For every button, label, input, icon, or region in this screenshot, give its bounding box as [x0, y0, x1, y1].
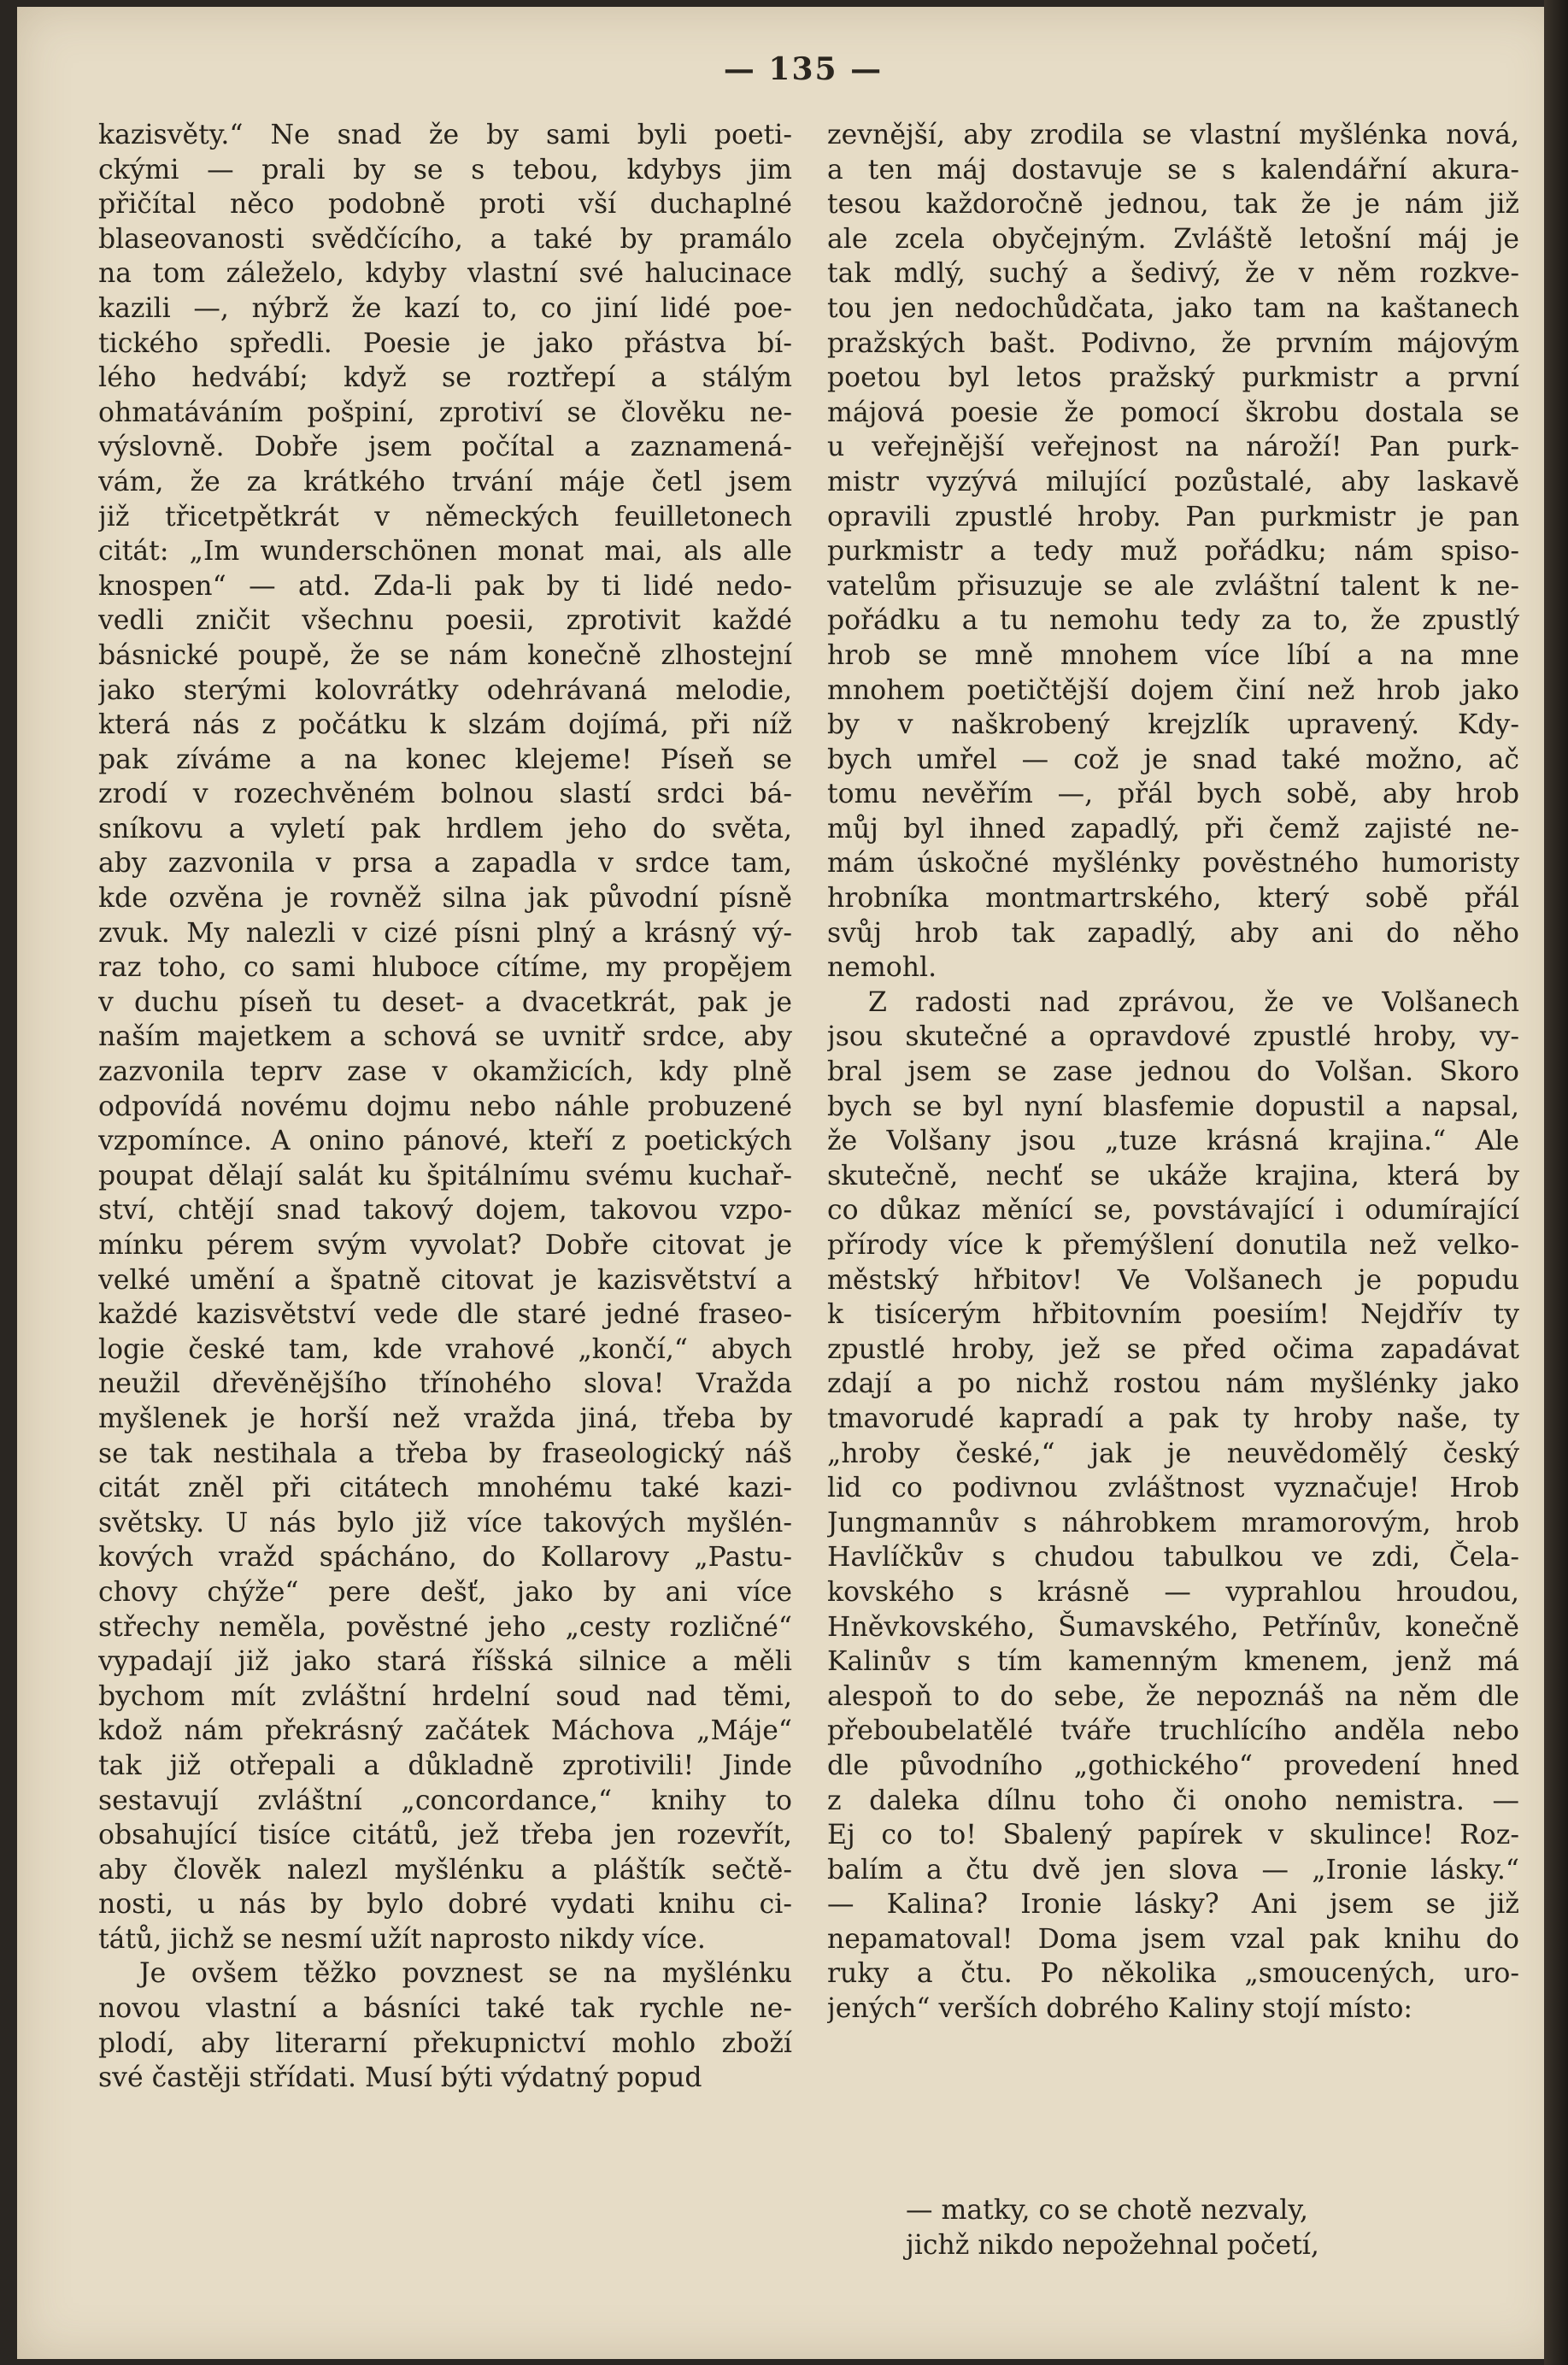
text-line: pak zíváme a na konec klejeme! Píseň se	[98, 744, 792, 775]
text-line: citát: „Im wunderschönen monat mai, als alle	[98, 536, 792, 568]
text-line: Hněvkovského, Šumavského, Petřínův, konečně	[827, 1611, 1519, 1643]
text-line: vzpomínce. A onino pánové, kteří z poetických	[98, 1126, 792, 1157]
text-line: městský hřbitov! Ve Volšanech je popudu	[827, 1264, 1519, 1296]
text-line: kovského s krásně — vyprahlou hroudou,	[827, 1576, 1519, 1608]
text-line: aby zazvonila v prsa a zapadla v srdce tam,	[98, 848, 792, 880]
text-line: že Volšany jsou „tuze krásná krajina.“ Ale	[827, 1126, 1519, 1157]
book-page	[17, 7, 1562, 2359]
text-line: skutečně, nechť se ukáže krajina, která by	[827, 1160, 1519, 1191]
text-line: a ten máj dostavuje se s kalendářní akura-	[827, 154, 1519, 185]
text-line: zpustlé hroby, jež se před očima zapadávat	[827, 1333, 1519, 1365]
text-line: citát zněl při citátech mnohému také kazi-	[98, 1473, 792, 1504]
text-line: lého hedvábí; když se roztřepí a stálým	[98, 362, 792, 394]
text-line: logie české tam, kde vrahové „končí,“ abych	[98, 1333, 792, 1365]
text-line: z daleka dílnu toho či onoho nemistra. —	[827, 1785, 1519, 1816]
text-line: která nás z počátku k slzám dojímá, při níž	[98, 709, 792, 741]
verse-quotation	[906, 2193, 1319, 2262]
text-line: světsky. U nás bylo již více takových myšlén-	[98, 1507, 792, 1538]
text-line: každé kazisvětství vede dle staré jedné fraseo-	[98, 1299, 792, 1331]
text-line: zazvonila teprv zase v okamžicích, kdy plně	[98, 1056, 792, 1088]
left-text-column	[98, 118, 792, 2096]
text-line: jako sterými kolovrátky odehrávaná melodie,	[98, 674, 792, 706]
text-line: purkmistr a tedy muž pořádku; nám spiso-	[827, 536, 1519, 568]
text-line: nemohl.	[827, 952, 937, 984]
text-line: májová poesie že pomocí škrobu dostala se	[827, 397, 1519, 428]
text-line: co důkaz měnící se, povstávající i odumírající	[827, 1195, 1519, 1227]
text-line: kazili —, nýbrž že kazí to, co jiní lidé poe-	[98, 292, 792, 324]
text-line: přičítal něco podobně proti vší duchaplné	[98, 189, 792, 221]
text-line: blaseovanosti svědčícího, a také by pramálo	[98, 223, 792, 255]
text-line: ckými — prali by se s tebou, kdybys jim	[98, 154, 792, 185]
text-line: chovy chýže“ pere dešť, jako by ani více	[98, 1576, 792, 1608]
text-line: jených“ verších dobrého Kaliny stojí místo:	[827, 1993, 1413, 2025]
text-line: odpovídá novému dojmu nebo náhle probuzené	[98, 1091, 792, 1122]
text-line: sníkovu a vyletí pak hrdlem jeho do světa,	[98, 813, 792, 844]
text-line: střechy neměla, pověstné jeho „cesty rozličné“	[98, 1611, 792, 1643]
text-line: kazisvěty.“ Ne snad že by sami byli poeti-	[98, 120, 792, 150]
text-line: hrob se mně mnohem více líbí a na mne	[827, 639, 1519, 671]
text-line: sestavují zvláštní „concordance,“ knihy to	[98, 1785, 792, 1816]
text-line: zdají a po nichž rostou nám myšlénky jako	[827, 1368, 1519, 1400]
text-line: ruky a čtu. Po několika „smoucených, uro-	[827, 1958, 1519, 1990]
text-line: výslovně. Dobře jsem počítal a zaznamená-	[98, 432, 792, 463]
text-line: vatelům přisuzuje se ale zvláštní talent k ne-	[827, 570, 1519, 602]
text-line: na tom záleželo, kdyby vlastní své halucinace	[98, 258, 792, 290]
text-line: mínku pérem svým vyvolat? Dobře citovat je	[98, 1230, 792, 1261]
text-line: aby člověk nalezl myšlénku a pláštík sečtě-	[98, 1854, 792, 1886]
text-line: knospen“ — atd. Zda-li pak by ti lidé nedo-	[98, 570, 792, 602]
text-line: vám, že za krátkého trvání máje četl jsem	[98, 466, 792, 497]
text-line: se tak nestihala a třeba by fraseologický náš	[98, 1438, 792, 1469]
text-line: pražských bašt. Podivno, že prvním májovým	[827, 327, 1519, 359]
text-line: dle původního „gothického“ provedení hned	[827, 1750, 1519, 1781]
text-line: tomu nevěřím —, přál bych sobě, aby hrob	[827, 779, 1519, 810]
text-line: bral jsem se zase jednou do Volšan. Skoro	[827, 1056, 1519, 1088]
text-line: bych se byl nyní blasfemie dopustil a napsal,	[827, 1091, 1519, 1122]
text-line: můj byl ihned zapadlý, při čemž zajisté ne-	[827, 813, 1519, 844]
text-line: „hroby české,“ jak je neuvědomělý český	[827, 1438, 1519, 1469]
text-line: již třicetpětkrát v německých feuilletonech	[98, 501, 792, 532]
text-line: Havlíčkův s chudou tabulkou ve zdi, Čela-	[827, 1542, 1519, 1574]
text-line: opravili zpustlé hroby. Pan purkmistr je pan	[827, 501, 1519, 532]
text-line: hrobníka montmartrského, který sobě přál	[827, 883, 1519, 915]
text-line: poetou byl letos pražský purkmistr a první	[827, 362, 1519, 394]
verse-line: — matky, co se chotě nezvaly,	[906, 2195, 1308, 2226]
text-line: mnohem poetičtější dojem činí než hrob jako	[827, 674, 1519, 706]
text-line: tmavorudé kapradí a pak ty hroby naše, ty	[827, 1403, 1519, 1434]
text-line: mistr vyzývá milující pozůstalé, aby laskavě	[827, 466, 1519, 497]
text-line: kdož nám překrásný začátek Máchova „Máje“	[98, 1715, 792, 1747]
text-line: plodí, aby literarní překupnictví mohlo zboží	[98, 2027, 792, 2059]
text-line: zevnější, aby zrodila se vlastní myšlénka nová,	[827, 120, 1519, 150]
text-line: Je ovšem těžko povznest se na myšlénku	[139, 1958, 792, 1990]
text-line: přírody více k přemýšlení donutila než velko-	[827, 1230, 1519, 1261]
text-line: ství, chtějí snad takový dojem, takovou vzpo-	[98, 1195, 792, 1227]
text-line: kde ozvěna je rovněž silna jak původní písně	[98, 883, 792, 915]
text-line: myšlenek je horší než vražda jiná, třeba by	[98, 1403, 792, 1434]
text-line: lid co podivnou zvláštnost vyznačuje! Hrob	[827, 1473, 1519, 1504]
text-line: Z radosti nad zprávou, že ve Volšanech	[868, 986, 1519, 1018]
text-line: přeboubelatělé tváře truchlícího anděla nebo	[827, 1715, 1519, 1747]
text-line: tou jen nedochůdčata, jako tam na kaštanech	[827, 292, 1519, 324]
text-line: novou vlastní a básníci také tak rychle ne-	[98, 1993, 792, 2025]
text-line: v duchu píseň tu deset- a dvacetkrát, pak je	[98, 986, 792, 1018]
text-line: kových vražd spácháno, do Kollarovy „Pastu-	[98, 1542, 792, 1574]
text-line: básnické poupě, že se nám konečně zlhostejní	[98, 639, 792, 671]
text-line: neužil dřevěnějšího třínohého slova! Vražda	[98, 1368, 792, 1400]
book-binding-edge	[1544, 0, 1568, 2365]
page-number: — 135 —	[723, 51, 884, 87]
text-line: poupat dělají salát ku špitálnímu svému kuchař-	[98, 1160, 792, 1191]
text-line: mám úskočné myšlénky pověstného humoristy	[827, 848, 1519, 880]
text-line: tak již otřepali a důkladně zprotivili! Jinde	[98, 1750, 792, 1781]
text-line: Ej co to! Sbalený papírek v skulince! Roz-	[827, 1820, 1519, 1851]
text-line: pořádku a tu nemohu tedy za to, že zpustlý	[827, 605, 1519, 637]
text-line: zvuk. My nalezli v cizé písni plný a krásný vý-	[98, 917, 792, 949]
text-line: nepamatoval! Doma jsem vzal pak knihu do	[827, 1923, 1519, 1955]
text-line: naším majetkem a schová se uvnitř srdce, aby	[98, 1021, 792, 1053]
text-line: by v naškrobený krejzlík upravený. Kdy-	[827, 709, 1519, 741]
text-line: — Kalina? Ironie lásky? Ani jsem se již	[827, 1889, 1519, 1921]
text-line: balím a čtu dvě jen slova — „Ironie lásky.“	[827, 1854, 1519, 1886]
text-line: vedli zničit všechnu poesii, zprotivit každé	[98, 605, 792, 637]
text-line: zrodí v rozechvěném bolnou slastí srdci bá-	[98, 779, 792, 810]
text-line: ale zcela obyčejným. Zvláště letošní máj je	[827, 223, 1519, 255]
text-line: ohmatáváním pošpiní, zprotiví se člověku ne-	[98, 397, 792, 428]
text-line: u veřejnější veřejnost na nároží! Pan purk-	[827, 432, 1519, 463]
text-line: k tisícerým hřbitovním poesiím! Nejdřív ty	[827, 1299, 1519, 1331]
text-line: alespoň to do sebe, že nepoznáš na něm dle	[827, 1680, 1519, 1712]
text-line: tického spředli. Poesie je jako přástva bí-	[98, 327, 792, 359]
text-line: velké umění a špatně citovat je kazisvětství a	[98, 1264, 792, 1296]
text-line: raz toho, co sami hluboce cítíme, my propějem	[98, 952, 792, 984]
text-line: bychom mít zvláštní hrdelní soud nad těmi,	[98, 1680, 792, 1712]
text-line: svůj hrob tak zapadlý, aby ani do něho	[827, 917, 1519, 949]
text-line: vypadají již jako stará říšská silnice a měli	[98, 1646, 792, 1678]
text-line: tátů, jichž se nesmí užít naprosto nikdy více.	[98, 1923, 706, 1955]
text-line: nosti, u nás by bylo dobré vydati knihu ci-	[98, 1889, 792, 1921]
text-line: obsahující tisíce citátů, jež třeba jen rozevřít,	[98, 1820, 792, 1851]
verse-line: jichž nikdo nepožehnal početí,	[906, 2229, 1319, 2261]
text-line: tesou každoročně jednou, tak že je nám již	[827, 189, 1519, 221]
text-line: Kalinův s tím kamenným kmenem, jenž má	[827, 1646, 1519, 1678]
text-line: jsou skutečné a opravdové zpustlé hroby, vy-	[827, 1021, 1519, 1053]
right-text-column	[827, 118, 1519, 2027]
text-line: tak mdlý, suchý a šedivý, že v něm rozkve-	[827, 258, 1519, 290]
text-line: Jungmannův s náhrobkem mramorovým, hrob	[827, 1507, 1519, 1538]
text-line: své častěji střídati. Musí býti výdatný popud	[98, 2062, 702, 2094]
text-line: bych umřel — což je snad také možno, ač	[827, 744, 1519, 775]
